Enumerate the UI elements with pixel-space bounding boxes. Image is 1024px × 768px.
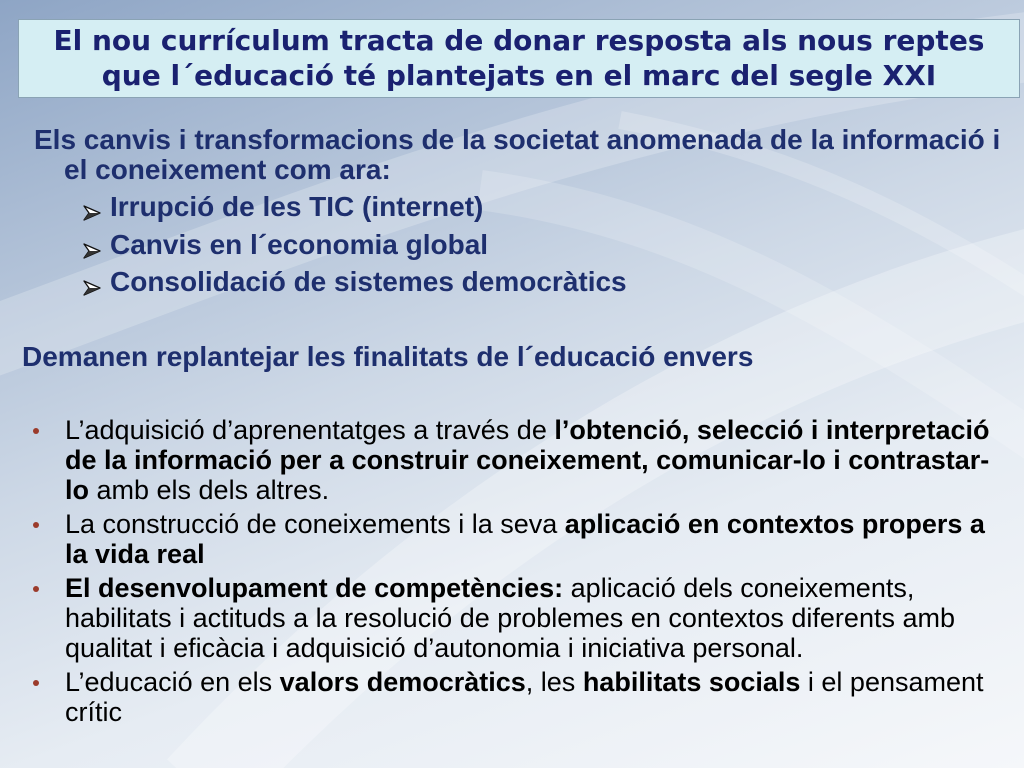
point-text-segment: aplicació en contextos propers a la vida real [65, 509, 985, 569]
arrow-list-item [0, 192, 627, 222]
point-text-segment: i el pensament crític [65, 667, 984, 727]
arrow-list-item-text: Irrupció de les TIC (internet) [110, 191, 484, 222]
bullet-point-list [0, 415, 1005, 731]
point-text-segment: L’adquisició d’aprenentatges a través de [65, 415, 555, 445]
arrow-bullet-list [0, 192, 627, 305]
arrowhead-right-icon [82, 198, 102, 216]
bullet-point-item [0, 509, 1005, 569]
section-heading: Demanen replantejar les finalitats de l´educació envers [22, 341, 754, 372]
point-text-segment: aplicació dels coneixements, habilitats i actituds a la resolució de problemes en contextos diferents amb qualitat i eficàcia i adquisició d’autonomia i iniciativa personal. [65, 573, 955, 663]
slide-title-line-2: que l´educació té plantejats en el marc del segle XXI [101, 59, 937, 92]
round-bullet-icon [33, 522, 39, 528]
slide-title-box [18, 19, 1020, 98]
arrow-list-item [0, 267, 627, 297]
slide-title-line-1: El nou currículum tracta de donar resposta als nous reptes [53, 24, 985, 57]
point-text-segment: La construcció de coneixements i la seva [65, 509, 565, 539]
arrowhead-right-icon [82, 236, 102, 254]
round-bullet-icon [33, 428, 39, 434]
point-text-segment: valors democràtics [279, 667, 526, 697]
arrow-list-item-text: Canvis en l´economia global [110, 228, 489, 260]
bullet-point-item [0, 415, 1005, 505]
arrowhead-right-icon [82, 273, 102, 291]
point-text-segment: L’educació en els [65, 667, 280, 697]
round-bullet-icon [33, 586, 39, 592]
point-text-segment: amb els dels altres. [89, 475, 330, 505]
intro-paragraph: Els canvis i transformacions de la societat anomenada de la informació i el coneixement com ara: [34, 124, 1001, 185]
bullet-point-item [0, 573, 1005, 663]
arrow-list-item-text: Consolidació de sistemes democràtics [110, 266, 627, 297]
round-bullet-icon [33, 680, 39, 686]
point-text-segment: El desenvolupament de competències: [65, 573, 564, 603]
point-text-segment: , les [525, 667, 583, 697]
point-text-segment: habilitats socials [582, 667, 801, 697]
point-text-segment: l’obtenció, selecció i interpretació de la informació per a construir coneixement, comunicar-lo i contrastar-lo [65, 415, 990, 505]
bullet-point-item [0, 667, 1005, 727]
arrow-list-item [0, 230, 627, 260]
